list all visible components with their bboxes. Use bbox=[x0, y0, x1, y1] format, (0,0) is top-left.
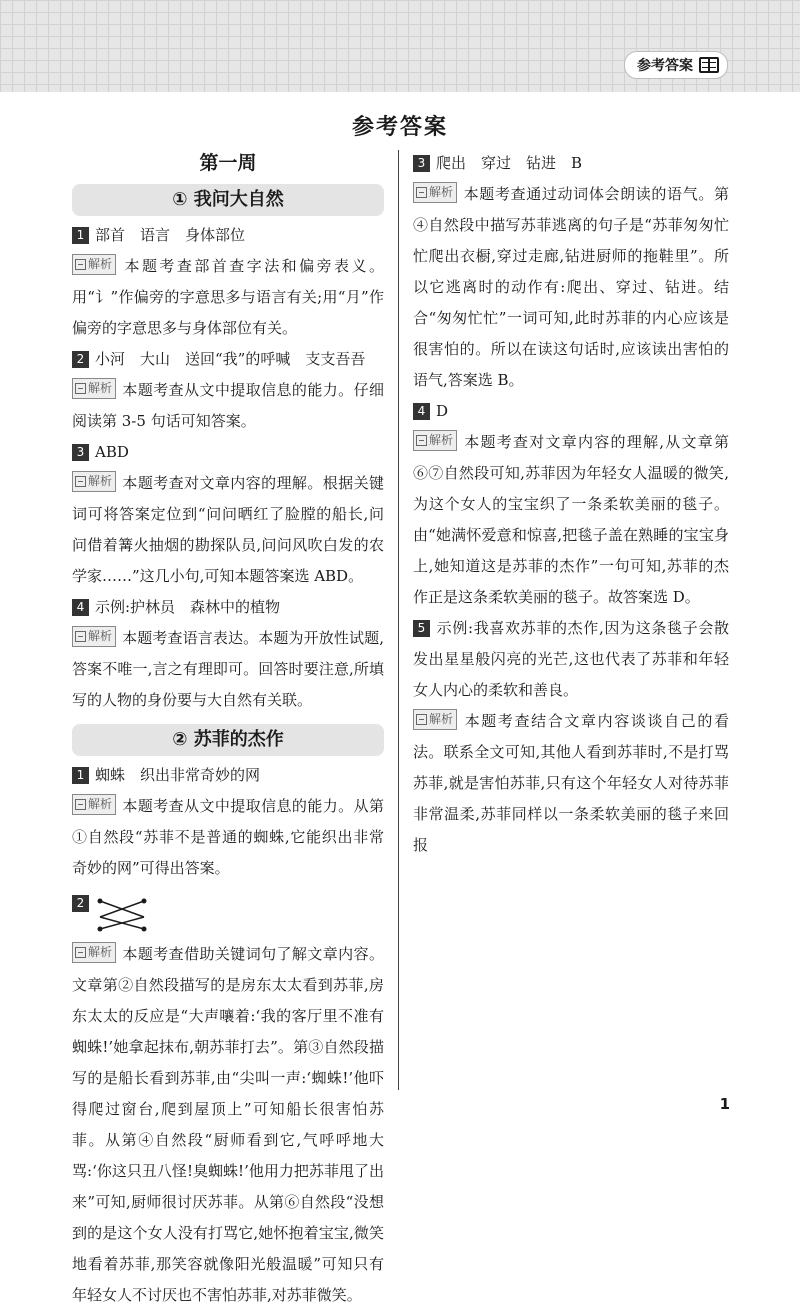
answer-tab-label: 参考答案 bbox=[637, 58, 693, 74]
answer-tab bbox=[624, 51, 728, 79]
analysis-line bbox=[413, 179, 729, 396]
analysis-line bbox=[72, 251, 384, 344]
analysis-line bbox=[413, 706, 729, 861]
column-divider bbox=[398, 150, 399, 1090]
analysis-tag-label: 解析 bbox=[88, 474, 113, 488]
question-number: 4 bbox=[413, 403, 430, 420]
analysis-text: 本题考查对文章内容的理解。根据关键词可将答案定位到“问问晒红了脸膛的船长,问问借着篝火抽烟的勘探队员,问问风吹白发的农学家……”这几小句,可知本题答案选 ABD。 bbox=[72, 474, 384, 585]
answer-line bbox=[413, 613, 729, 706]
answer-line bbox=[413, 148, 729, 179]
analysis-tag-label: 解析 bbox=[429, 433, 454, 447]
analysis-tag bbox=[72, 942, 116, 963]
answer-text: 小河 大山 送回“我”的呼喊 支支吾吾 bbox=[95, 350, 366, 368]
analysis-icon bbox=[75, 799, 86, 810]
answer-text: 蜘蛛 织出非常奇妙的网 bbox=[95, 766, 261, 784]
question-number: 3 bbox=[413, 155, 430, 172]
answer-text: 爬出 穿过 钻进 B bbox=[436, 154, 583, 172]
analysis-text: 本题考查通过动词体会朗读的语气。第④自然段中描写苏菲逃离的句子是“苏菲匆匆忙忙爬出衣橱,穿过走廊,钻进厨师的拖鞋里”。所以它逃离时的动作有:爬出、穿过、钻进。结合“匆匆忙忙”一词可知,此时苏菲的内心应该是很害怕的。所以在读这句话时,应该读出害怕的语气,答案选 B。 bbox=[413, 185, 729, 389]
analysis-line bbox=[72, 939, 384, 1311]
analysis-line bbox=[72, 468, 384, 592]
right-column bbox=[413, 148, 729, 861]
book-icon bbox=[699, 57, 719, 73]
analysis-icon bbox=[416, 435, 427, 446]
analysis-line bbox=[72, 791, 384, 884]
analysis-icon bbox=[416, 187, 427, 198]
answer-text: 示例:护林员 森林中的植物 bbox=[95, 598, 281, 616]
analysis-icon bbox=[75, 259, 86, 270]
answer-line bbox=[72, 344, 384, 375]
answer-line bbox=[72, 592, 384, 623]
analysis-tag bbox=[413, 430, 457, 451]
analysis-tag bbox=[72, 378, 116, 399]
question-number: 5 bbox=[413, 620, 430, 637]
analysis-tag bbox=[72, 626, 116, 647]
analysis-text: 本题考查语言表达。本题为开放性试题,答案不唯一,言之有理即可。回答时要注意,所填写的人物的身份要与大自然有关联。 bbox=[72, 629, 384, 709]
analysis-text: 本题考查对文章内容的理解,从文章第⑥⑦自然段可知,苏菲因为年轻女人温暖的微笑,为这个女人的宝宝织了一条柔软美丽的毯子。由“她满怀爱意和惊喜,把毯子盖在熟睡的宝宝身上,她知道这是苏菲的杰作”一句可知,苏菲的杰作正是这条柔软美丽的毯子。故答案选 D。 bbox=[413, 433, 729, 606]
analysis-text: 本题考查从文中提取信息的能力。仔细阅读第 3-5 句话可知答案。 bbox=[72, 381, 384, 430]
answer-text: 示例:我喜欢苏菲的杰作,因为这条毯子会散发出星星般闪亮的光芒,这也代表了苏菲和年轻女人内心的柔软和善良。 bbox=[413, 619, 729, 699]
question-number: 2 bbox=[72, 895, 89, 912]
analysis-tag-label: 解析 bbox=[88, 629, 113, 643]
analysis-text: 本题考查结合文章内容谈谈自己的看法。联系全文可知,其他人看到苏菲时,不是打骂苏菲,就是害怕苏菲,只有这个年轻女人对待苏菲非常温柔,苏菲同样以一条柔软美丽的毯子来回报 bbox=[413, 712, 729, 854]
page-number: 1 bbox=[719, 1095, 730, 1113]
analysis-icon bbox=[75, 947, 86, 958]
analysis-tag bbox=[72, 471, 116, 492]
question-number: 2 bbox=[72, 351, 89, 368]
analysis-icon bbox=[75, 476, 86, 487]
answer-line bbox=[413, 396, 729, 427]
analysis-text: 本题考查部首查字法和偏旁表义。用“讠”作偏旁的字意思多与语言有关;用“月”作偏旁的字意思多与身体部位有关。 bbox=[72, 257, 384, 337]
analysis-line bbox=[72, 375, 384, 437]
answer-text: 部首 语言 身体部位 bbox=[95, 226, 246, 244]
analysis-text: 本题考查从文中提取信息的能力。从第①自然段“苏菲不是普通的蜘蛛,它能织出非常奇妙的网”可得出答案。 bbox=[72, 797, 384, 877]
answer-line bbox=[72, 437, 384, 468]
analysis-icon bbox=[416, 714, 427, 725]
analysis-icon bbox=[75, 631, 86, 642]
page-title: 参考答案 bbox=[351, 115, 448, 140]
left-column bbox=[72, 146, 384, 1304]
analysis-tag-label: 解析 bbox=[88, 381, 113, 395]
analysis-tag-label: 解析 bbox=[88, 797, 113, 811]
analysis-tag-label: 解析 bbox=[429, 712, 454, 726]
analysis-tag-label: 解析 bbox=[88, 257, 113, 271]
question-number: 1 bbox=[72, 767, 89, 784]
answer-text: ABD bbox=[95, 443, 129, 461]
analysis-line bbox=[72, 623, 384, 716]
analysis-tag-label: 解析 bbox=[88, 945, 113, 959]
analysis-tag bbox=[72, 254, 116, 275]
week-title: 第一周 bbox=[199, 152, 257, 174]
answer-line bbox=[72, 220, 384, 251]
answer-line bbox=[72, 760, 384, 791]
unit-title: ② 苏菲的杰作 bbox=[72, 724, 384, 756]
analysis-tag bbox=[72, 794, 116, 815]
analysis-line bbox=[413, 427, 729, 613]
question-number: 1 bbox=[72, 227, 89, 244]
analysis-text: 本题考查借助关键词句了解文章内容。文章第②自然段描写的是房东太太看到苏菲,房东太太的反应是“大声嚷着:‘我的客厅里不准有蜘蛛!’她拿起抹布,朝苏菲打去”。第③自然段描写的是船长看到苏菲,由“尖叫一声:‘蜘蛛!’他吓得爬过窗台,爬到屋顶上”可知船长很害怕苏菲。从第④自然段“厨师看到它,气呼呼地大骂:‘你这只丑八怪!臭蜘蛛!’他用力把苏菲甩了出来”可知,厨师很讨厌苏菲。从第⑥自然段“没想到的是这个女人没有打骂它,她怀抱着宝宝,微笑地看着苏菲,那笑容就像阳光般温暖”可知只有年轻女人不讨厌也不害怕苏菲,对苏菲微笑。 bbox=[72, 945, 384, 1304]
analysis-tag bbox=[413, 182, 457, 203]
answer-text: D bbox=[436, 402, 449, 420]
analysis-icon bbox=[75, 383, 86, 394]
analysis-tag-label: 解析 bbox=[429, 185, 454, 199]
question-number: 4 bbox=[72, 599, 89, 616]
analysis-tag bbox=[413, 709, 457, 730]
unit-title: ① 我问大自然 bbox=[72, 184, 384, 216]
matching-lines-diagram bbox=[96, 895, 156, 935]
question-number: 3 bbox=[72, 444, 89, 461]
